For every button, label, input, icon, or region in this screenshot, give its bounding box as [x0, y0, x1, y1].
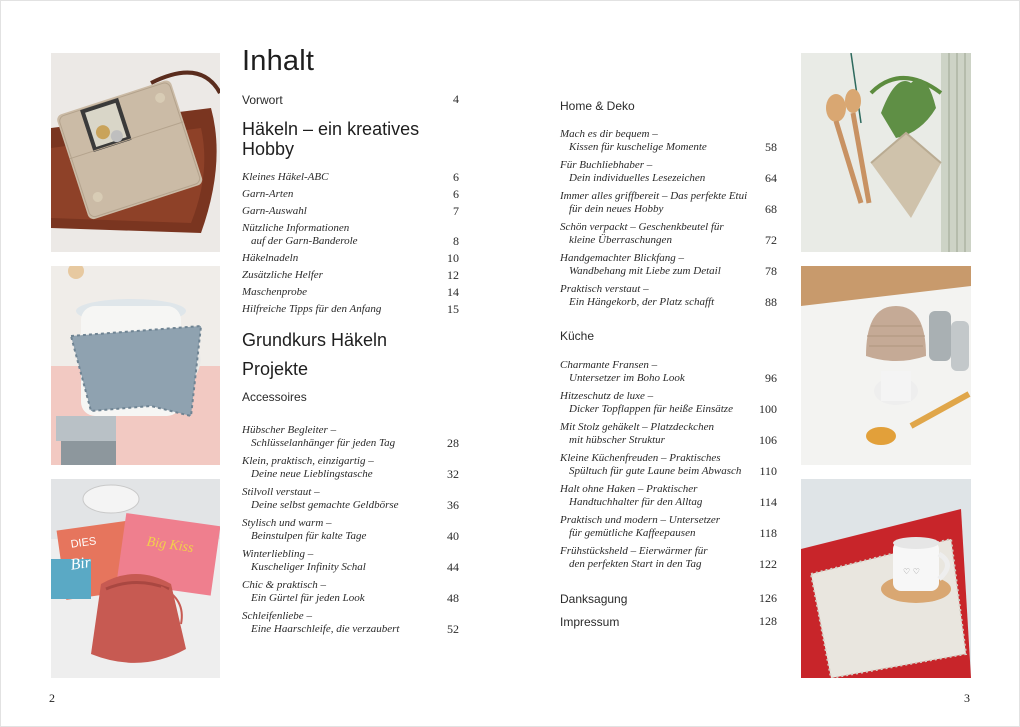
- toc-entry-label: [242, 517, 366, 543]
- section-heading-grundkurs[interactable]: Grundkurs Häkeln: [242, 330, 388, 350]
- toc-entry-line-1: Schleifenliebe –: [242, 610, 312, 622]
- section-heading-projekte: Projekte: [242, 359, 309, 379]
- toc-title: Inhalt: [242, 45, 315, 77]
- toc-entry[interactable]: [242, 269, 459, 282]
- toc-entry[interactable]: [242, 486, 459, 512]
- toc-entry-line-1: Hitzeschutz de luxe –: [560, 390, 654, 402]
- toc-page-number: 6: [453, 170, 459, 184]
- toc-page-number: 122: [759, 557, 777, 571]
- toc-page-number: 114: [759, 495, 777, 509]
- toc-entry-line-2: Kissen für kuschelige Momente: [569, 141, 707, 153]
- card-text-dies: DIES: [69, 535, 98, 551]
- svg-text:♡ ♡: ♡ ♡: [903, 567, 920, 576]
- toc-entry-line-2: Wandbehang mit Liebe zum Detail: [569, 265, 721, 277]
- toc-entry-label: [560, 190, 747, 216]
- toc-entry[interactable]: [242, 286, 459, 299]
- toc-entry-line-2: den perfekten Start in den Tag: [569, 558, 702, 570]
- toc-page-number: 110: [759, 464, 777, 478]
- toc-entry-line-1: Mit Stolz gehäkelt – Platzdeckchen: [560, 421, 714, 433]
- toc-page-number: 58: [765, 140, 777, 154]
- toc-page-number: 15: [447, 302, 459, 316]
- toc-entry-label: [560, 252, 721, 278]
- toc-entry-line-2: mit hübscher Struktur: [569, 434, 665, 446]
- toc-entry-label: Danksagung: [560, 592, 628, 606]
- toc-page-number: 126: [759, 591, 777, 605]
- toc-page-number: 72: [765, 233, 777, 247]
- toc-entry[interactable]: [242, 222, 459, 248]
- toc-entry-line-1: Winterliebling –: [242, 548, 314, 560]
- toc-entry-line-1: Immer alles griffbereit – Das perfekte Etui: [560, 190, 748, 202]
- toc-entry-line-2: Deine neue Lieblingstasche: [251, 468, 373, 480]
- toc-entry-line-2: Dicker Topflappen für heiße Einsätze: [569, 403, 733, 415]
- toc-entry[interactable]: [560, 545, 777, 571]
- toc-entry-line-1: Nützliche Informationen: [242, 222, 350, 234]
- photo-crochet-wallet: [51, 53, 220, 252]
- toc-entry-line-1: Kleine Küchenfreuden – Praktisches: [560, 452, 721, 464]
- toc-entry-line-1: Hübscher Begleiter –: [242, 424, 337, 436]
- toc-entry[interactable]: [560, 283, 777, 309]
- toc-entry-line-2: Schlüsselanhänger für jeden Tag: [251, 437, 396, 449]
- toc-page-number: 48: [447, 591, 459, 605]
- toc-entry-label: Zusätzliche Helfer: [242, 269, 323, 281]
- toc-entry-label: [242, 610, 399, 636]
- toc-entry[interactable]: [560, 252, 777, 278]
- toc-entry-label: Kleines Häkel-ABC: [242, 171, 329, 183]
- toc-entry[interactable]: [242, 188, 459, 201]
- toc-page-number: 7: [453, 204, 459, 218]
- toc-entry[interactable]: [560, 359, 777, 385]
- toc-page-number: 10: [447, 251, 459, 265]
- folio-right: 3: [964, 691, 970, 705]
- toc-entry-label: Häkelnadeln: [242, 252, 299, 264]
- toc-entry-line-2: Kuscheliger Infinity Schal: [251, 561, 366, 573]
- toc-entry-line-1: Stylisch und warm –: [242, 517, 332, 529]
- toc-entry[interactable]: [242, 610, 459, 636]
- toc-page-number: 128: [759, 614, 777, 628]
- toc-entry-label: [242, 579, 365, 605]
- toc-entry-line-2: Eine Haarschleife, die verzaubert: [251, 623, 400, 635]
- toc-entry-line-2: kleine Überraschungen: [569, 234, 672, 246]
- photo-coaster-cup: [801, 479, 971, 678]
- toc-entry-label: Garn-Auswahl: [242, 205, 307, 217]
- toc-entry-line-2: Beinstulpen für kalte Tage: [251, 530, 367, 542]
- toc-entry-line-1: Frühstücksheld – Eierwärmer für: [560, 545, 708, 557]
- toc-entry-line-1: Mach es dir bequem –: [560, 128, 658, 140]
- toc-entry-line-1: Praktisch verstaut –: [560, 283, 649, 295]
- toc-entry-line-1: Praktisch und modern – Untersetzer: [560, 514, 721, 526]
- toc-entry-line-1: Schön verpackt – Geschenkbeutel für: [560, 221, 724, 233]
- toc-entry-label: Hilfreiche Tipps für den Anfang: [242, 303, 382, 315]
- toc-entry-line-1: Klein, praktisch, einzigartig –: [242, 455, 374, 467]
- subsection-kueche: Küche: [560, 329, 595, 343]
- toc-entry-line-2: Deine selbst gemachte Geldbörse: [251, 499, 399, 511]
- card-text-birthday: Bir: [69, 554, 93, 574]
- photo-crochet-gift-bag: [51, 479, 220, 678]
- heading-line-2: Hobby: [242, 139, 295, 159]
- toc-entry-line-1: Handgemachter Blickfang –: [560, 252, 685, 264]
- toc-page-number: 118: [759, 526, 777, 540]
- toc-entry-line-1: Chic & praktisch –: [242, 579, 327, 591]
- toc-entry[interactable]: [560, 421, 777, 447]
- toc-entry-label: [560, 483, 702, 509]
- toc-entry-label: [560, 390, 733, 416]
- toc-page-number: 14: [447, 285, 459, 299]
- toc-entry[interactable]: [560, 190, 777, 216]
- toc-page-number: 64: [765, 171, 777, 185]
- toc-entry-line-2: Untersetzer im Boho Look: [569, 372, 685, 384]
- toc-page-number: 78: [765, 264, 777, 278]
- photo-hanging-basket: [801, 53, 971, 252]
- toc-page-number: 96: [765, 371, 777, 385]
- toc-page-number: 100: [759, 402, 777, 416]
- toc-page-number: 68: [765, 202, 777, 216]
- toc-entry[interactable]: [242, 252, 459, 265]
- toc-page-number: 40: [447, 529, 459, 543]
- toc-entry-line-1: Halt ohne Haken – Praktischer: [560, 483, 698, 495]
- folio-left: 2: [49, 691, 55, 705]
- toc-entry-line-2: Spültuch für gute Laune beim Abwasch: [569, 465, 742, 477]
- toc-page-number: 28: [447, 436, 459, 450]
- toc-entry-line-2: Ein Hängekorb, der Platz schafft: [569, 296, 715, 308]
- subsection-home-deko: Home & Deko: [560, 99, 635, 113]
- heading-line-1: Häkeln – ein kreatives: [242, 119, 420, 139]
- toc-entry-impressum[interactable]: [560, 614, 777, 629]
- toc-entry-vorwort[interactable]: [242, 92, 459, 107]
- toc-page-number: 106: [759, 433, 777, 447]
- toc-entry-label: Vorwort: [242, 93, 283, 107]
- toc-entry[interactable]: [242, 424, 459, 450]
- toc-page-number: 12: [447, 268, 459, 282]
- photo-egg-warmer: [801, 266, 971, 465]
- toc-entry-label: [560, 159, 705, 185]
- toc-entry[interactable]: [242, 205, 459, 218]
- toc-entry-label: [560, 283, 714, 309]
- toc-entry[interactable]: [560, 128, 777, 154]
- toc-entry[interactable]: [560, 390, 777, 416]
- toc-page-number: 4: [453, 92, 459, 106]
- toc-entry-line-1: Für Buchliebhaber –: [560, 159, 653, 171]
- toc-right-column: [560, 99, 777, 629]
- toc-entry-label: [560, 514, 720, 540]
- toc-entry-label: Impressum: [560, 615, 620, 629]
- toc-entry-line-1: Charmante Fransen –: [560, 359, 658, 371]
- toc-entry-label: [560, 128, 707, 154]
- toc-entry[interactable]: [242, 517, 459, 543]
- toc-entry[interactable]: [242, 548, 459, 574]
- toc-entry-label: [560, 545, 708, 571]
- toc-entry-label: [242, 486, 399, 512]
- toc-entry-label: Maschenprobe: [242, 286, 307, 298]
- subsection-accessoires: Accessoires: [242, 390, 307, 404]
- toc-entry[interactable]: [242, 303, 459, 316]
- toc-page-number: 32: [447, 467, 459, 481]
- toc-entry-line-1: Stilvoll verstaut –: [242, 486, 320, 498]
- toc-entry-danksagung[interactable]: [560, 591, 777, 606]
- toc-entry[interactable]: [242, 455, 459, 481]
- section1-list: [242, 171, 459, 316]
- toc-left-column: [242, 45, 459, 641]
- toc-entry-label: [242, 222, 358, 248]
- toc-page-number: 88: [765, 295, 777, 309]
- toc-entry-line-2: Ein Gürtel für jeden Look: [251, 592, 365, 604]
- photo-crochet-jar-cover: [51, 266, 220, 465]
- toc-entry-label: [560, 421, 714, 447]
- toc-entry[interactable]: [560, 483, 777, 509]
- toc-entry[interactable]: [560, 452, 777, 478]
- toc-page-number: 52: [447, 622, 459, 636]
- toc-entry-label: [242, 424, 395, 450]
- accessoires-list: [242, 424, 459, 636]
- toc-page-number: 6: [453, 187, 459, 201]
- toc-page-number: 8: [453, 234, 459, 248]
- toc-entry[interactable]: [560, 514, 777, 540]
- card-text-big-kiss: Big Kiss: [145, 534, 195, 557]
- toc-entry[interactable]: [242, 579, 459, 605]
- toc-entry-line-2: Dein individuelles Lesezeichen: [569, 172, 706, 184]
- toc-entry[interactable]: [560, 221, 777, 247]
- toc-entry-label: [560, 359, 685, 385]
- toc-entry-label: [560, 221, 724, 247]
- toc-entry-label: Garn-Arten: [242, 188, 294, 200]
- toc-entry-line-2: für dein neues Hobby: [569, 203, 664, 215]
- toc-entry-line-2: für gemütliche Kaffeepausen: [569, 527, 696, 539]
- toc-entry-label: [242, 548, 366, 574]
- toc-page-number: 36: [447, 498, 459, 512]
- toc-entry-line-2: auf der Garn-Banderole: [251, 235, 358, 247]
- toc-entry[interactable]: [560, 159, 777, 185]
- toc-entry-label: [560, 452, 741, 478]
- kueche-list: [560, 359, 777, 571]
- home-deko-list: [560, 128, 777, 309]
- toc-entry[interactable]: [242, 171, 459, 184]
- toc-entry-line-2: Handtuchhalter für den Alltag: [569, 496, 703, 508]
- toc-entry-label: [242, 455, 374, 481]
- section-heading-haekeln: [242, 119, 459, 159]
- toc-page-number: 44: [447, 560, 459, 574]
